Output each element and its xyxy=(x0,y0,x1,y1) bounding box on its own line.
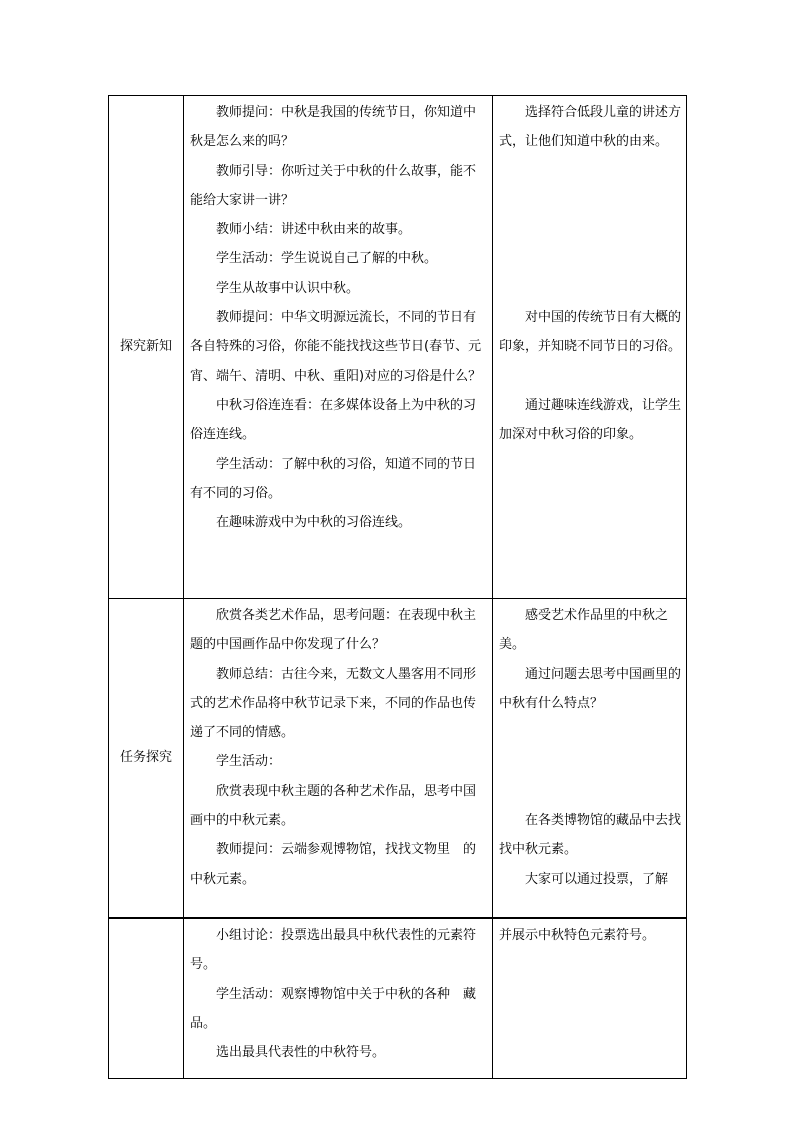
content-paragraph: 欣赏各类艺术作品，思考问题：在表现中秋主题的中国画作品中你发现了什么？ xyxy=(190,608,477,653)
content-paragraph: 教师提问：中华文明源远流长，不同的节日有各自特殊的习俗，你能不能找找这些节日(春节、元宵、端午、清明、中秋、重阳)对应的习俗是什么？ xyxy=(190,310,482,384)
content-paragraph: 教师提问：中秋是我国的传统节日，你知道中秋是怎么来的吗？ xyxy=(190,105,477,150)
table-row xyxy=(109,96,687,599)
stage-cell: 任务探究 xyxy=(109,599,184,919)
design-paragraph: 感受艺术作品里的中秋之美。 xyxy=(499,608,669,653)
design-paragraph: 大家可以通过投票，了解 xyxy=(525,871,669,887)
design-paragraph: 在各类博物馆的藏品中去找找中秋元素。 xyxy=(499,813,682,858)
design-paragraph: 对中国的传统节日有大概的印象，并知晓不同节日的习俗。 xyxy=(499,310,682,355)
teaching-content-cell xyxy=(184,918,493,1079)
design-paragraph: 选择符合低段儿童的讲述方式，让他们知道中秋的由来。 xyxy=(499,105,682,150)
stage-cell xyxy=(109,918,184,1079)
content-paragraph: 在趣味游戏中为中秋的习俗连线。 xyxy=(216,515,412,531)
content-paragraph: 学生活动：学生说说自己了解的中秋。 xyxy=(216,251,438,267)
content-paragraph: 选出最具代表性的中秋符号。 xyxy=(216,1045,386,1061)
content-paragraph: 教师总结：古往今来，无数文人墨客用不同形式的艺术作品将中秋节记录下来，不同的作品也传递了不同的情感。 xyxy=(190,666,477,741)
lesson-plan-table xyxy=(108,95,687,1079)
table-row xyxy=(109,918,687,1079)
content-paragraph: 学生活动：观察博物馆中关于中秋的各种 藏品。 xyxy=(190,986,477,1031)
design-paragraph: 并展示中秋特色元素符号。 xyxy=(499,928,656,943)
teaching-content-cell xyxy=(184,599,493,919)
design-paragraph: 通过趣味连线游戏，让学生加深对中秋习俗的印象。 xyxy=(499,397,682,443)
content-paragraph: 学生活动：了解中秋的习俗，知道不同的节日有不同的习俗。 xyxy=(190,456,477,501)
table-row xyxy=(109,599,687,919)
content-paragraph: 小组讨论：投票选出最具中秋代表性的元素符号。 xyxy=(190,928,477,973)
design-intent-cell xyxy=(493,918,687,1079)
content-paragraph: 欣赏表现中秋主题的各种艺术作品，思考中国画中的中秋元素。 xyxy=(190,783,477,829)
design-intent-cell xyxy=(493,96,687,599)
design-paragraph: 通过问题去思考中国画里的中秋有什么特点？ xyxy=(499,666,682,711)
teaching-content-cell xyxy=(184,96,493,599)
stage-cell: 探究新知 xyxy=(109,96,184,599)
content-paragraph: 教师引导：你听过关于中秋的什么故事，能不能给大家讲一讲？ xyxy=(190,163,477,208)
content-paragraph: 教师小结：讲述中秋由来的故事。 xyxy=(216,222,412,238)
content-paragraph: 学生活动： xyxy=(216,754,282,770)
design-intent-cell xyxy=(493,599,687,919)
content-paragraph: 教师提问：云端参观博物馆，找找文物里 的中秋元素。 xyxy=(190,842,477,887)
content-paragraph: 学生从故事中认识中秋。 xyxy=(216,280,360,296)
content-paragraph: 中秋习俗连连看：在多媒体设备上为中秋的习俗连连线。 xyxy=(190,397,477,443)
